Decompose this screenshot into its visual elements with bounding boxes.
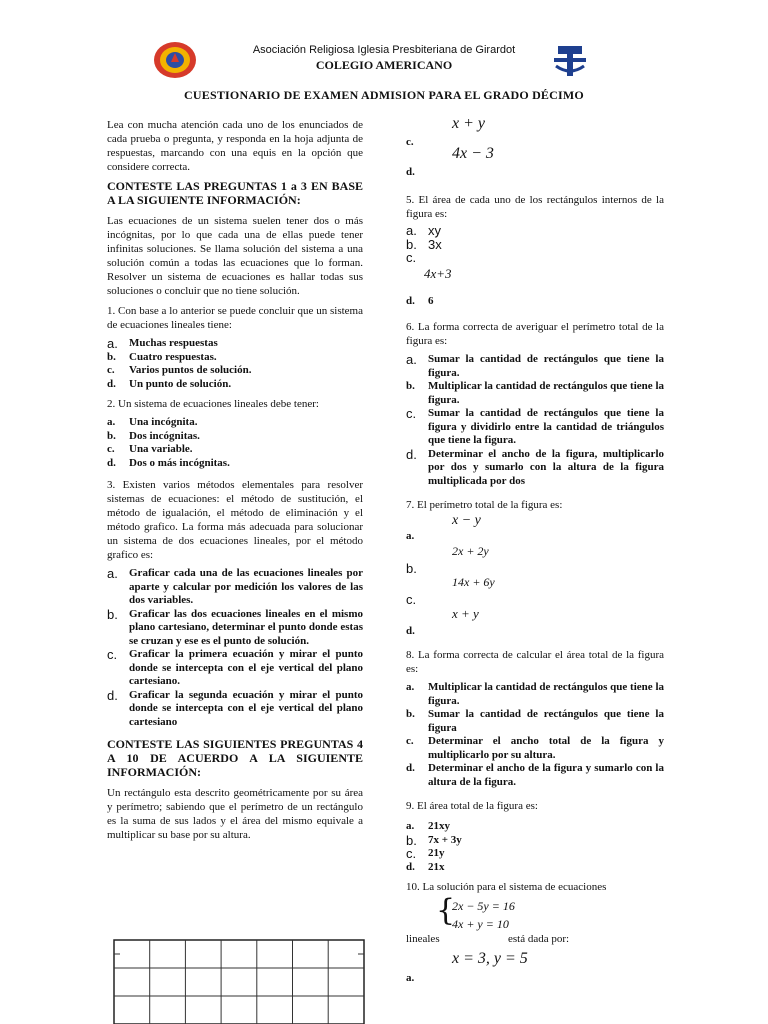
option-text: 7x + 3y xyxy=(428,833,462,846)
option-letter: a. xyxy=(406,972,415,984)
option-10a[interactable] xyxy=(406,972,664,986)
option-2d[interactable] xyxy=(107,457,363,471)
option-letter: c. xyxy=(406,250,417,265)
question-9: 9. El área total de la figura es: xyxy=(406,800,538,812)
question-5: 5. El área de cada uno de los rectángulos internos de la figura es: xyxy=(406,194,664,220)
option-text: Varios puntos de solución. xyxy=(129,364,252,376)
left-column xyxy=(107,118,363,842)
option-3a[interactable] xyxy=(107,567,363,608)
option-text: Determinar el ancho total de la figura y multiplicarlo por su altura. xyxy=(428,735,664,761)
q4-expression-2: 4x − 3 xyxy=(452,144,494,162)
option-letter: a. xyxy=(107,416,116,428)
question-9-options xyxy=(406,820,664,874)
option-letter: b. xyxy=(107,429,116,442)
option-letter: c. xyxy=(406,406,417,421)
option-1a[interactable] xyxy=(107,337,363,351)
q7-expression-3: 14x + 6y xyxy=(452,575,495,589)
option-3b[interactable] xyxy=(107,608,363,649)
option-6d[interactable] xyxy=(406,448,664,489)
option-letter: b. xyxy=(107,606,118,622)
option-letter: d. xyxy=(406,762,415,774)
option-letter: d. xyxy=(406,165,415,178)
option-letter: a. xyxy=(107,566,118,581)
option-8b[interactable] xyxy=(406,708,664,735)
question-3-options xyxy=(107,567,363,729)
question-2: 2. Un sistema de ecuaciones lineales debe tener: xyxy=(107,398,319,410)
option-letter: c. xyxy=(406,735,414,747)
q10-continuation xyxy=(406,932,664,946)
option-6a[interactable] xyxy=(406,353,664,380)
brace-icon: { xyxy=(436,893,456,928)
option-7c[interactable] xyxy=(406,593,664,607)
section-heading-1: CONTESTE LAS PREGUNTAS 1 a 3 EN BASE A LA SIGUIENTE INFORMACIÓN: xyxy=(107,179,363,207)
option-text: Dos o más incógnitas. xyxy=(129,456,230,469)
option-letter: b. xyxy=(406,708,415,720)
option-letter: a. xyxy=(406,681,415,693)
option-9d[interactable] xyxy=(406,861,664,875)
option-text: Determinar el ancho de la figura y sumarlo con la altura de la figura. xyxy=(428,762,664,788)
option-5c[interactable] xyxy=(406,251,664,265)
option-text: Graficar la primera ecuación y mirar el punto donde se intercepta con el eje vertical del plano cartesiano. xyxy=(129,648,363,687)
option-7b[interactable] xyxy=(406,562,664,576)
option-text: Dos incógnitas. xyxy=(129,429,200,442)
question-3: 3. Existen varios métodos elementales para resolver sistemas de ecuaciones: el método de sustitución, el método de igualación, el método de eliminación y el método grafico. La forma más adecuada para solucionar un sistema de dos ecuaciones lineales, por el método grafico es: xyxy=(107,479,363,561)
option-2a[interactable] xyxy=(107,416,363,430)
question-6: 6. La forma correcta de averiguar el perímetro total de la figura es: xyxy=(406,321,664,347)
q7-expression-4: x + y xyxy=(452,605,479,621)
option-5c-expression: 4x+3 xyxy=(424,265,452,281)
option-8c[interactable] xyxy=(406,735,664,762)
option-7d[interactable] xyxy=(406,625,664,639)
option-text: Sumar la cantidad de rectángulos que tiene la figura. xyxy=(428,353,664,379)
option-text: Una incógnita. xyxy=(129,416,198,428)
option-text: 21xy xyxy=(428,820,450,832)
option-letter: b. xyxy=(406,560,417,576)
option-text: Multiplicar la cantidad de rectángulos que tiene la figura. xyxy=(428,380,664,406)
option-letter: d. xyxy=(406,294,415,307)
option-text: Determinar el ancho de la figura, multiplicarlo por dos y sumarlo con la altura de la figura multiplicada por dos xyxy=(428,447,664,487)
option-letter: a. xyxy=(406,820,415,832)
option-letter: b. xyxy=(406,236,417,252)
option-letter: d. xyxy=(406,624,415,637)
q10-solution-expression: x = 3, y = 5 xyxy=(452,950,528,967)
option-text: Una variable. xyxy=(129,443,193,455)
q10-tail-left: lineales xyxy=(406,933,440,945)
question-1: 1. Con base a lo anterior se puede concluir que un sistema de ecuaciones lineales tiene: xyxy=(107,305,363,331)
q7-expression-1: x − y xyxy=(452,513,481,528)
option-letter: a. xyxy=(107,336,118,351)
option-letter: d. xyxy=(406,860,415,873)
option-text: xy xyxy=(428,223,441,238)
option-letter: c. xyxy=(406,136,414,148)
option-letter: b. xyxy=(107,350,116,363)
option-4d[interactable] xyxy=(406,166,664,180)
option-letter: d. xyxy=(107,456,116,469)
option-text: Un punto de solución. xyxy=(129,377,232,390)
q4-expression-1: x + y xyxy=(452,115,485,132)
info-paragraph-1: Las ecuaciones de un sistema suelen tener dos o más incógnitas, por lo que cada una de ellas puede tener infinitas soluciones. Se llama solución del sistema a una solución común a todas las ecuaciones que lo forman. Resolver un sistema de ecuaciones es hallar todas sus soluciones o concluir que no tiene solución. xyxy=(107,215,363,297)
option-text: Graficar las dos ecuaciones lineales en el mismo plano cartesiano, determinar el punto donde estas se cruzan y ese es el punto de solución. xyxy=(129,607,363,647)
option-letter: b. xyxy=(406,380,415,392)
option-text: Graficar la segunda ecuación y mirar el punto donde se intercepta con el eje vertical del plano cartesiano xyxy=(129,688,363,728)
equation-system xyxy=(406,893,664,932)
option-letter: b. xyxy=(406,832,417,848)
option-1c[interactable] xyxy=(107,364,363,378)
option-8d[interactable] xyxy=(406,762,664,789)
option-1b[interactable] xyxy=(107,351,363,365)
option-text: Sumar la cantidad de rectángulos que tiene la figura xyxy=(428,708,664,734)
question-1-options xyxy=(107,337,363,391)
equation-2: 4x + y = 10 xyxy=(452,917,509,931)
option-text: 6 xyxy=(428,294,434,307)
option-text: Sumar la cantidad de rectángulos que tiene la figura y dividirlo entre la cantidad de triángulos que tiene la figura. xyxy=(428,407,664,446)
option-letter: a. xyxy=(406,223,417,238)
option-letter: a. xyxy=(406,352,417,367)
question-6-options xyxy=(406,353,664,488)
info-paragraph-2: Un rectángulo esta descrito geométricamente por su área y perímetro; sabiendo que el perímetro de un rectángulo es la suma de sus lados y el área del mismo equivale a multiplicar su base por su altura. xyxy=(107,787,363,841)
exam-title: CUESTIONARIO DE EXAMEN ADMISION PARA EL GRADO DÉCIMO xyxy=(184,88,584,102)
question-10: 10. La solución para el sistema de ecuaciones xyxy=(406,881,607,893)
option-letter: d. xyxy=(406,446,417,462)
option-text: Cuatro respuestas. xyxy=(129,350,217,363)
school-name: COLEGIO AMERICANO xyxy=(315,58,453,72)
option-letter: c. xyxy=(406,592,417,607)
option-5d[interactable] xyxy=(406,295,664,309)
option-letter: c. xyxy=(107,647,118,662)
option-text: Graficar cada una de las ecuaciones lineales por aparte y calcular por medición los valores de las dos variables. xyxy=(129,567,363,606)
q7-expression-2: 2x + 2y xyxy=(452,543,489,558)
section-heading-2: CONTESTE LAS SIGUIENTES PREGUNTAS 4 A 10 DE ACUERDO A LA SIGUIENTE INFORMACIÓN: xyxy=(107,737,363,779)
option-letter: d. xyxy=(107,687,118,703)
option-letter: a. xyxy=(406,530,415,542)
option-9a[interactable] xyxy=(406,820,664,834)
option-2b[interactable] xyxy=(107,430,363,444)
intro-paragraph: Lea con mucha atención cada uno de los enunciados de cada prueba o pregunta, y responda en la hoja adjunta de respuestas, marcando con una equis en la opción que considere correcta. xyxy=(107,119,363,173)
option-6b[interactable] xyxy=(406,380,664,407)
option-text: Muchas respuestas xyxy=(129,337,218,349)
option-8a[interactable] xyxy=(406,681,664,708)
option-5a[interactable] xyxy=(406,224,664,238)
option-letter: d. xyxy=(107,377,116,390)
question-8-options xyxy=(406,681,664,789)
option-9b[interactable] xyxy=(406,834,664,848)
option-6c[interactable] xyxy=(406,407,664,448)
option-5b[interactable] xyxy=(406,238,664,252)
option-1d[interactable] xyxy=(107,378,363,392)
q10-tail-right: está dada por: xyxy=(508,933,570,945)
option-text: Multiplicar la cantidad de rectángulos que tiene la figura. xyxy=(428,681,664,707)
question-2-options xyxy=(107,416,363,470)
option-letter: c. xyxy=(406,846,417,861)
option-3c[interactable] xyxy=(107,648,363,689)
option-7a[interactable] xyxy=(406,530,664,544)
option-text: 21x xyxy=(428,860,445,873)
right-column xyxy=(406,114,664,986)
option-text: 3x xyxy=(428,236,442,252)
option-9c[interactable] xyxy=(406,847,664,861)
option-2c[interactable] xyxy=(107,443,363,457)
question-7: 7. El perímetro total de la figura es: xyxy=(406,499,563,511)
association-name: Asociación Religiosa Iglesia Presbiteriana de Girardot xyxy=(252,44,516,56)
rectangle-grid-figure xyxy=(106,936,370,1024)
option-letter: c. xyxy=(107,443,115,455)
question-5-options xyxy=(406,224,664,308)
option-letter: c. xyxy=(107,364,115,376)
question-8: 8. La forma correcta de calcular el área total de la figura es: xyxy=(406,649,664,675)
option-3d[interactable] xyxy=(107,689,363,730)
equation-1: 2x − 5y = 16 xyxy=(452,899,515,913)
option-text: 21y xyxy=(428,847,445,859)
